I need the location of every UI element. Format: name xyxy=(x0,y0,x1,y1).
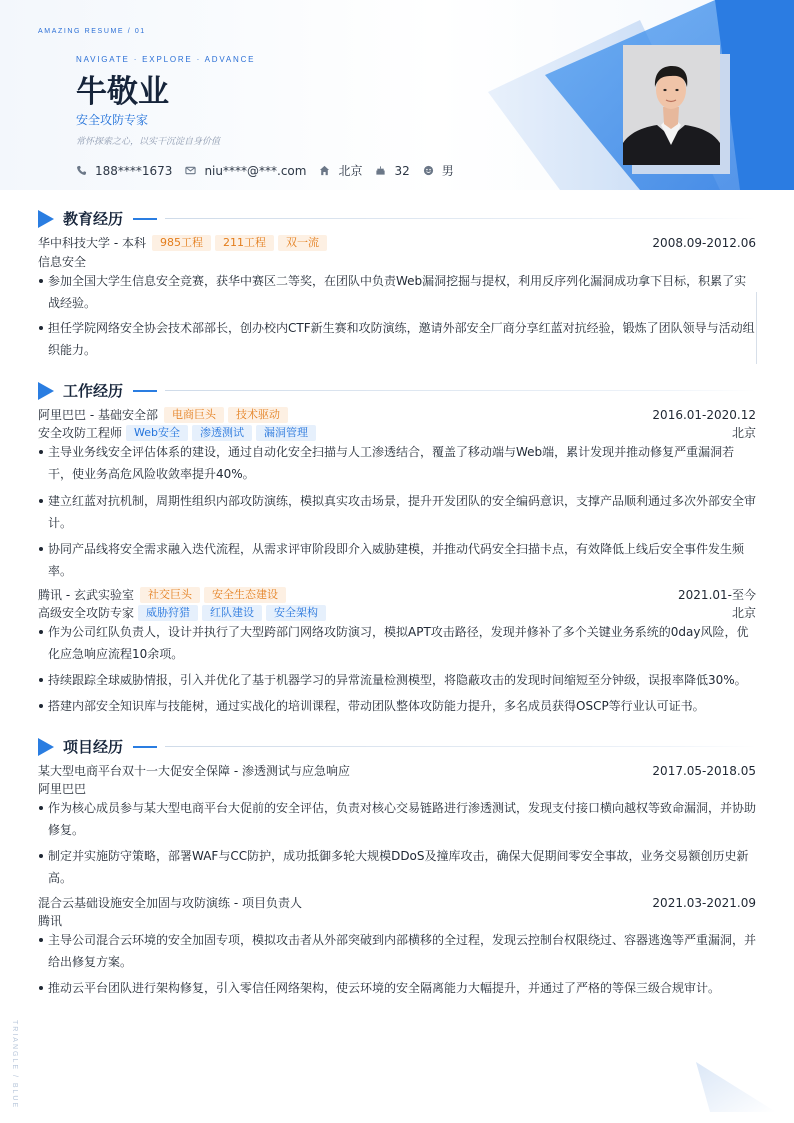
skill-tag: 安全架构 xyxy=(266,605,326,621)
company-tag: 技术驱动 xyxy=(228,407,288,423)
work-city: 北京 xyxy=(731,606,756,620)
section-project xyxy=(38,736,756,757)
work-role-row xyxy=(38,424,756,441)
project-bullet: 推动云平台团队进行架构修复，引入零信任网络架构，使云环境的安全隔离能力大幅提升，并通过了严格的等保三级合规审计。 xyxy=(38,977,756,999)
project-org: 腾讯 xyxy=(38,914,63,928)
candidate-title: 安全攻防专家 xyxy=(76,113,149,127)
skill-tag: 红队建设 xyxy=(202,605,262,621)
section-title: 工作经历 xyxy=(63,382,124,400)
work-date: 2021.01-至今 xyxy=(678,588,756,602)
work-date: 2016.01-2020.12 xyxy=(652,407,756,422)
project-entry-header xyxy=(38,762,756,779)
company-tag: 电商巨头 xyxy=(164,407,224,423)
skill-tag: 威胁狩猎 xyxy=(138,605,198,621)
skill-tag: 渗透测试 xyxy=(192,425,252,441)
side-rule xyxy=(756,292,757,364)
work-entry-header xyxy=(38,406,756,423)
cake-icon xyxy=(375,165,386,176)
portrait-illustration xyxy=(623,45,720,165)
contact-list xyxy=(76,162,467,179)
section-divider xyxy=(165,390,756,391)
company-name: 阿里巴巴 - 基础安全部 xyxy=(38,408,158,422)
phone-icon xyxy=(76,165,87,176)
work-bullet: 主导业务线安全评估体系的建设，通过自动化安全扫描与人工渗透结合，覆盖了移动端与Web端，累计发现并推动修复严重漏洞若干，使业务高危风险收敛率提升40%。 xyxy=(38,441,756,485)
work-bullet: 搭建内部安全知识库与技能树，通过实战化的培训课程，带动团队整体攻防能力提升，多名成员获得OSCP等行业认可证书。 xyxy=(38,695,756,717)
project-name: 混合云基础设施安全加固与攻防演练 - 项目负责人 xyxy=(38,896,302,910)
project-bullet: 作为核心成员参与某大型电商平台大促前的安全评估，负责对核心交易链路进行渗透测试，发现支付接口横向越权等致命漏洞，并协助修复。 xyxy=(38,797,756,841)
section-accent-bar xyxy=(133,218,157,220)
email-value: niu****@***.com xyxy=(204,163,307,178)
section-accent-bar xyxy=(133,746,157,748)
company-name: 腾讯 - 玄武实验室 xyxy=(38,588,134,602)
gender-value: 男 xyxy=(441,164,454,178)
section-education xyxy=(38,208,756,229)
company-tag: 社交巨头 xyxy=(140,587,200,603)
education-date: 2008.09-2012.06 xyxy=(652,235,756,250)
skill-tag: Web安全 xyxy=(126,425,188,441)
resume-header xyxy=(0,0,794,190)
age-value: 32 xyxy=(394,163,410,178)
work-role-row xyxy=(38,604,756,621)
school-tag: 211工程 xyxy=(215,235,274,251)
contact-city xyxy=(319,162,362,179)
contact-gender xyxy=(423,162,454,179)
section-triangle-icon xyxy=(38,738,54,756)
education-major: 信息安全 xyxy=(38,255,87,269)
school-tag: 985工程 xyxy=(152,235,211,251)
section-divider xyxy=(165,218,756,219)
project-entry-header xyxy=(38,894,756,911)
smile-icon xyxy=(423,165,434,176)
section-work xyxy=(38,380,756,401)
project-name: 某大型电商平台双十一大促安全保障 - 渗透测试与应急响应 xyxy=(38,764,350,778)
work-bullet: 建立红蓝对抗机制，周期性组织内部攻防演练，模拟真实攻击场景，提升开发团队的安全编码意识，支撑产品顺利通过多次外部安全审计。 xyxy=(38,490,756,534)
project-org: 阿里巴巴 xyxy=(38,782,87,796)
role-name: 高级安全攻防专家 xyxy=(38,606,135,620)
top-tag: AMAZING RESUME / 01 xyxy=(38,28,146,35)
section-triangle-icon xyxy=(38,210,54,228)
section-divider xyxy=(165,746,756,747)
role-name: 安全攻防工程师 xyxy=(38,426,123,440)
section-title: 教育经历 xyxy=(63,210,124,228)
project-bullet: 制定并实施防守策略，部署WAF与CC防护，成功抵御多轮大规模DDoS及撞库攻击，确保大促期间零安全事故，业务交易额创历史新高。 xyxy=(38,845,756,889)
education-bullet: 参加全国大学生信息安全竞赛，获华中赛区二等奖，在团队中负责Web漏洞挖掘与提权，利用反序列化漏洞成功拿下目标，积累了实战经验。 xyxy=(38,270,756,314)
school-name: 华中科技大学 - 本科 xyxy=(38,236,146,250)
profile-photo xyxy=(623,45,720,165)
project-date: 2021.03-2021.09 xyxy=(652,895,756,910)
school-tag: 双一流 xyxy=(278,235,327,251)
work-city: 北京 xyxy=(731,426,756,440)
skill-tag: 漏洞管理 xyxy=(256,425,316,441)
home-icon xyxy=(319,165,330,176)
contact-phone xyxy=(76,164,172,178)
vertical-footer-tag: TRIANGLE / BLUE xyxy=(11,1020,18,1110)
contact-email xyxy=(185,164,306,178)
education-entry-header xyxy=(38,234,756,251)
phone-value: 188****1673 xyxy=(95,163,173,178)
section-triangle-icon xyxy=(38,382,54,400)
english-motto: NAVIGATE · EXPLORE · ADVANCE xyxy=(76,55,256,64)
work-bullet: 协同产品线将安全需求融入迭代流程，从需求评审阶段即介入威胁建模，并推动代码安全扫描卡点，有效降低上线后安全事件发生频率。 xyxy=(38,538,756,582)
education-bullet: 担任学院网络安全协会技术部部长，创办校内CTF新生赛和攻防演练，邀请外部安全厂商分享红蓝对抗经验，锻炼了团队领导与活动组织能力。 xyxy=(38,317,756,361)
section-title: 项目经历 xyxy=(63,738,124,756)
work-bullet: 作为公司红队负责人，设计并执行了大型跨部门网络攻防演习，模拟APT攻击路径，发现并修补了多个关键业务系统的0day风险，优化应急响应流程10余项。 xyxy=(38,621,756,665)
work-bullet: 持续跟踪全球威胁情报，引入并优化了基于机器学习的异常流量检测模型，将隐蔽攻击的发现时间缩短至分钟级，误报率降低30%。 xyxy=(38,669,756,691)
candidate-slogan: 常怀探索之心，以实干沉淀自身价值 xyxy=(76,137,221,147)
city-value: 北京 xyxy=(338,164,363,178)
candidate-name: 牛敬业 xyxy=(76,74,169,110)
mail-icon xyxy=(185,165,196,176)
company-tag: 安全生态建设 xyxy=(204,587,286,603)
work-entry-header xyxy=(38,586,756,603)
contact-age xyxy=(375,164,409,178)
corner-decoration xyxy=(690,1060,794,1123)
project-date: 2017.05-2018.05 xyxy=(652,763,756,778)
section-accent-bar xyxy=(133,390,157,392)
project-bullet: 主导公司混合云环境的安全加固专项，模拟攻击者从外部突破到内部横移的全过程，发现云控制台权限绕过、容器逃逸等严重漏洞，并给出修复方案。 xyxy=(38,929,756,973)
